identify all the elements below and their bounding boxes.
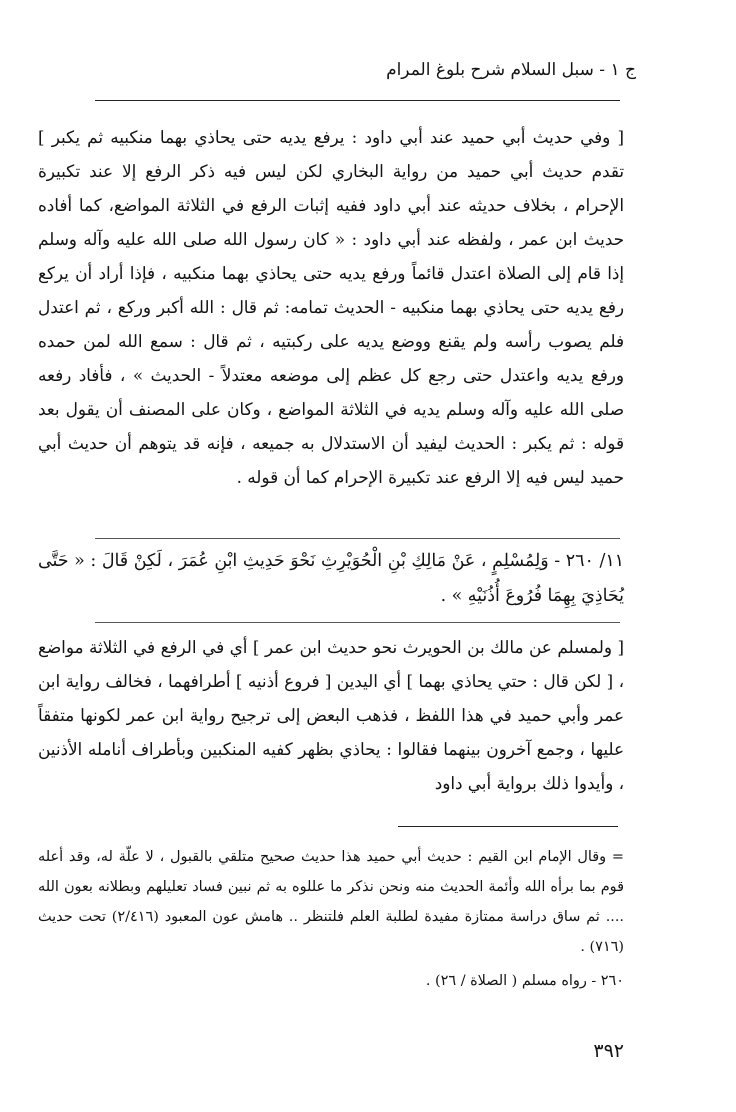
section-divider-bottom bbox=[95, 622, 620, 623]
hadith-260-block bbox=[38, 544, 624, 614]
commentary-paragraph-2 bbox=[38, 630, 624, 800]
section-divider-top bbox=[95, 538, 620, 539]
footnote-continuation: = وقال الإمام ابن القيم : حديث أبي حميد هذا حديث صحيح متلقي بالقبول ، لا علّة له، وقد أعله قوم بما برأه الله وأئمة الحديث منه ونحن نذكر ما عللوه به ثم نبين فساد تعليلهم وبطلانه بعون الله .... ثم ساق دراسة ممتازة مفيدة لطلبة العلم فلتنظر .. هامش عون المعبود (٢/٤١٦) تحت حديث (٧١٦) . bbox=[38, 849, 624, 955]
header-divider bbox=[95, 100, 620, 101]
footnotes bbox=[38, 842, 624, 996]
commentary-paragraph-1 bbox=[38, 120, 624, 494]
hadith-260-text: ١١/ ٢٦٠ - وَلِمُسْلِمٍ ، عَنْ مَالِكِ بْنِ الْحُوَيْرِثِ نَحْوَ حَدِيثِ ابْنِ عُمَرَ ، لَكِنْ قَالَ : « حَتَّى يُحَاذِيَ بِهِمَا فُرُوعَ أُذُنَيْهِ » . bbox=[38, 551, 624, 606]
running-header: ج ١ - سبل السلام شرح بلوغ المرام bbox=[386, 60, 636, 80]
commentary-text-1: [ وفي حديث أبي حميد عند أبي داود : يرفع يديه حتى يحاذي بهما منكبيه ثم يكبر ] تقدم حديث أبي حميد من رواية البخاري لكن ليس فيه ذكر الرفع إلا عند تكبيرة الإحرام ، بخلاف حديثه عند أبي داود ففيه إثبات الرفع في الثلاثة المواضع، كما أفاده حديث ابن عمر ، ولفظه عند أبي داود : « كان رسول الله صلى الله عليه وآله وسلم إذا قام إلى الصلاة اعتدل قائماً ورفع يديه حتى يحاذي بهما منكبيه ، فإذا أراد أن يركع رفع يديه حتى يحاذي بهما منكبيه - الحديث تمامه: ثم قال : الله أكبر وركع ، ثم اعتدل فلم يصوب رأسه ولم يقنع ووضع يديه على ركبتيه ، ثم قال : سمع الله لمن حمده ورفع يديه واعتدل حتى رجع كل عظم إلى موضعه معتدلاً - الحديث » ، فأفاد رفعه صلى الله عليه وآله وسلم يديه في الثلاثة المواضع ، وكان على المصنف أن يقول بعد قوله : ثم يكبر : الحديث ليفيد أن الاستدلال به جميعه ، فإنه قد يتوهم أن حديث أبي حميد ليس فيه إلا الرفع عند تكبيرة الإحرام كما أن قوله . bbox=[38, 127, 624, 487]
commentary-text-2: [ ولمسلم عن مالك بن الحويرث نحو حديث ابن عمر ] أي في الرفع في الثلاثة مواضع ، [ لكن قال : حتي يحاذي بهما ] أي اليدين [ فروع أذنيه ] أطرافهما ، فخالف رواية ابن عمر وأبي حميد في هذا اللفظ ، فذهب البعض إلى ترجيح رواية ابن عمر لكونها متفقاً عليها ، وجمع آخرون بينهما فقالوا : يحاذي بظهر كفيه المنكبين وبأطراف أنامله الأذنين ، وأيدوا ذلك برواية أبي داود bbox=[38, 637, 624, 793]
footnote-260: ٢٦٠ - رواه مسلم ( الصلاة / ٢٦) . bbox=[425, 973, 624, 989]
footnote-divider bbox=[398, 826, 618, 827]
page-number: ٣٩٢ bbox=[593, 1040, 624, 1062]
